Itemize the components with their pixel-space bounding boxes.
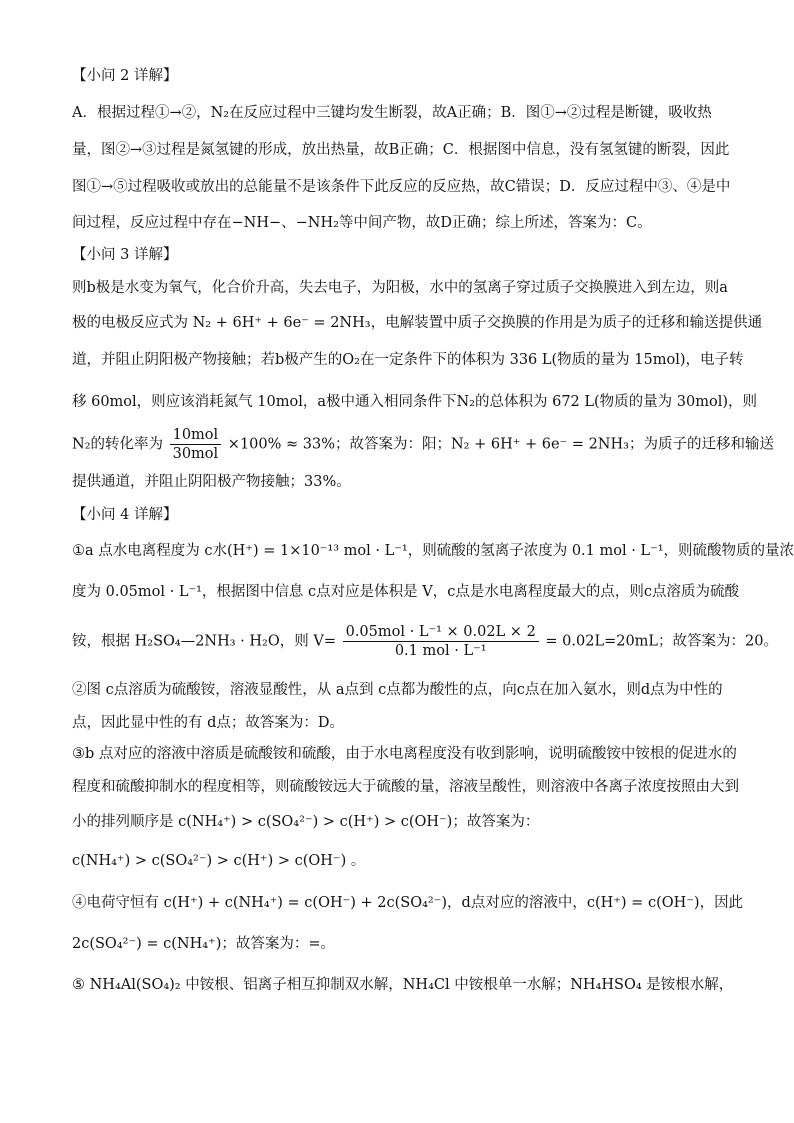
- section-heading-q4: 【小问 4 详解】: [72, 507, 178, 523]
- q4-p1-line-3: [72, 623, 778, 660]
- conversion-fraction: [170, 426, 222, 463]
- q4-p2-line-1: ②图 c点溶质为硫酸铵，溶液显酸性，从 a点到 c点都为酸性的点，向c点在加入氨水，则d点为中性的: [72, 682, 723, 698]
- q2-line-4: 间过程，反应过程中存在−NH−、−NH₂等中间产物，故D正确；综上所述，答案为：C。: [72, 215, 652, 231]
- fraction-denominator: 30mol: [172, 446, 219, 462]
- q4-p4-line-1: ④电荷守恒有 c(H⁺) + c(NH₄⁺) = c(OH⁻) + 2c(SO₄²⁻)，d点对应的溶液中，c(H⁺) = c(OH⁻)，因此: [72, 895, 744, 911]
- q3-line-5: [72, 426, 774, 463]
- q4-p1-line-3-text-b: = 0.02L=20mL；故答案为：20。: [545, 633, 779, 650]
- q3-line-4: 移 60mol，则应该消耗氮气 10mol，a极中通入相同条件下N₂的总体积为 672 L(物质的量为 30mol)，则: [72, 394, 758, 410]
- q2-line-2: 量，图②→③过程是氮氢键的形成，放出热量，故B正确；C．根据图中信息，没有氢氢键的断裂，因此: [72, 142, 730, 158]
- fraction-numerator: 0.05mol · L⁻¹ × 0.02L × 2: [343, 623, 539, 642]
- q4-p3-line-1: ③b 点对应的溶液中溶质是硫酸铵和硫酸，由于水电离程度没有收到影响，说明硫酸铵中铵根的促进水的: [72, 746, 737, 762]
- section-heading-q2: 【小问 2 详解】: [72, 68, 178, 84]
- volume-fraction: [343, 623, 539, 660]
- q4-p3-line-2: 程度和硫酸抑制水的程度相等，则硫酸铵远大于硫酸的量，溶液呈酸性，则溶液中各离子浓度按照由大到: [72, 779, 739, 795]
- q4-p2-line-2: 点，因此显中性的有 d点；故答案为：D。: [72, 715, 345, 731]
- q3-line-5-text-b: ×100% ≈ 33%；故答案为：阳；N₂ + 6H⁺ + 6e⁻ = 2NH₃；为质子的迁移和输送: [227, 436, 774, 453]
- q3-line-1: 则b极是水变为氧气，化合价升高，失去电子，为阳极，水中的氢离子穿过质子交换膜进入到左边，则a: [72, 280, 728, 296]
- q4-p5-line-1: ⑤ NH₄Al(SO₄)₂ 中铵根、铝离子相互抑制双水解，NH₄Cl 中铵根单一水解；NH₄HSO₄ 是铵根水解，: [72, 977, 734, 993]
- q2-line-3: 图①→⑤过程吸收或放出的总能量不是该条件下此反应的反应热，故C错误；D．反应过程中③、④是中: [72, 179, 731, 195]
- q4-p1-line-3-text-a: 铵，根据 H₂SO₄—2NH₃ · H₂O，则 V=: [72, 633, 336, 650]
- q4-p3-line-4: c(NH₄⁺) > c(SO₄²⁻) > c(H⁺) > c(OH⁻) 。: [72, 853, 366, 869]
- fraction-denominator: 0.1 mol · L⁻¹: [394, 643, 487, 659]
- q3-line-2: 极的电极反应式为 N₂ + 6H⁺ + 6e⁻ = 2NH₃，电解装置中质子交换膜的作用是为质子的迁移和输送提供通: [72, 315, 763, 331]
- q4-p4-line-2: 2c(SO₄²⁻) = c(NH₄⁺)；故答案为：=。: [72, 936, 336, 952]
- q3-line-3: 道，并阻止阴阳极产物接触；若b极产生的O₂在一定条件下的体积为 336 L(物质的量为 15mol)，电子转: [72, 352, 744, 368]
- section-heading-q3: 【小问 3 详解】: [72, 247, 178, 263]
- q3-line-6: 提供通道，并阻止阴阳极产物接触；33%。: [72, 474, 351, 490]
- fraction-numerator: 10mol: [170, 426, 222, 445]
- q4-p1-line-1: ①a 点水电离程度为 c水(H⁺) = 1×10⁻¹³ mol · L⁻¹，则硫酸的氢离子浓度为 0.1 mol · L⁻¹，则硫酸物质的量浓: [72, 543, 794, 559]
- q4-p1-line-2: 度为 0.05mol · L⁻¹，根据图中信息 c点对应是体积是 V，c点是水电离程度最大的点，则c点溶质为硫酸: [72, 584, 739, 600]
- q3-line-5-text-a: N₂的转化率为: [72, 436, 163, 453]
- q4-p3-line-3: 小的排列顺序是 c(NH₄⁺) > c(SO₄²⁻) > c(H⁺) > c(OH⁻)；故答案为：: [72, 814, 540, 830]
- q2-line-1: A．根据过程①→②，N₂在反应过程中三键均发生断裂，故A正确；B．图①→②过程是断键，吸收热: [72, 105, 712, 121]
